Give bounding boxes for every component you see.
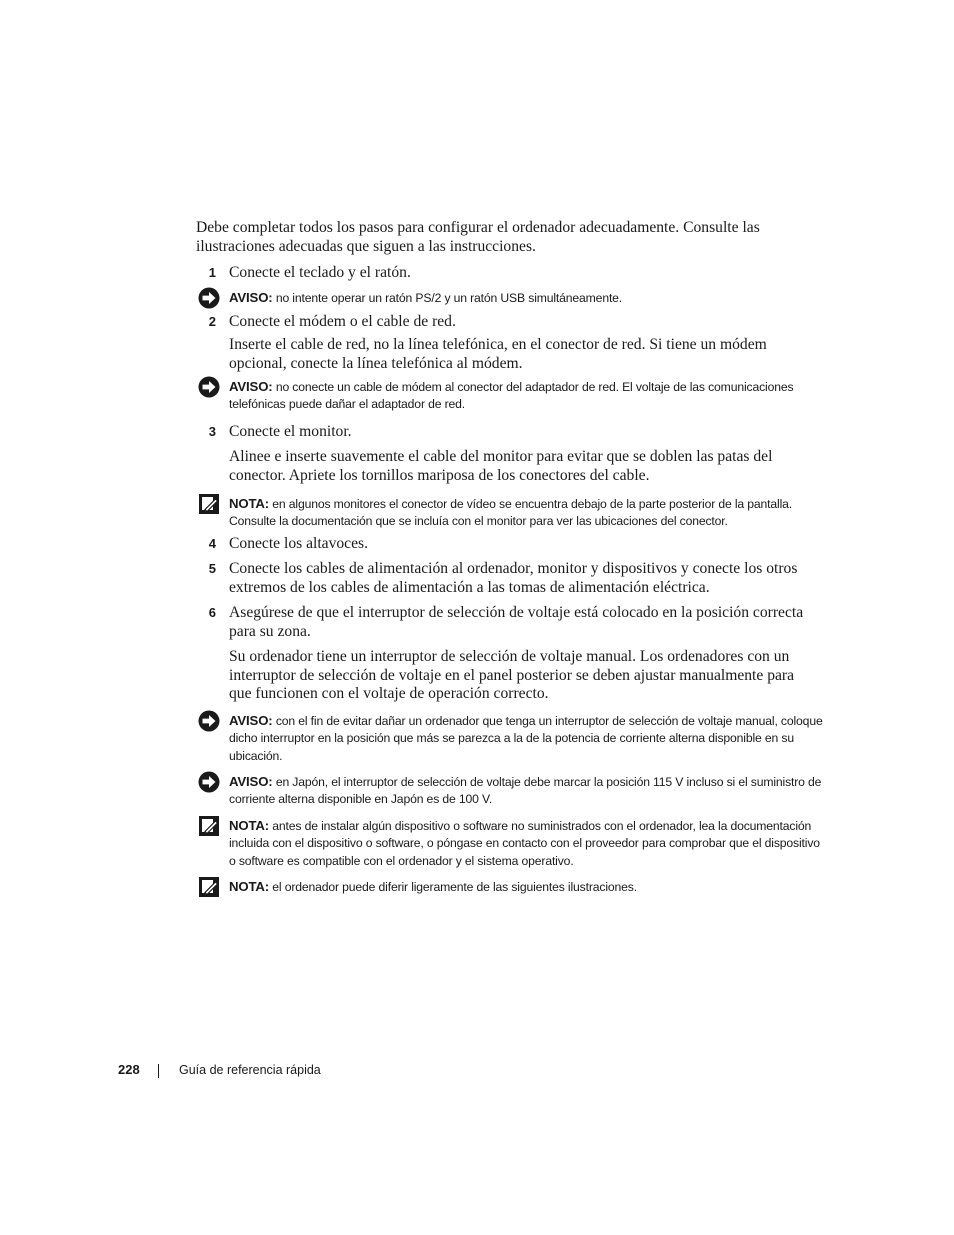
note-text — [229, 817, 829, 870]
notice-body: en Japón, el interruptor de selección de voltaje debe marcar la posición 115 V incluso si el suministro de corriente alterna disponible en Japón es de 100 V. — [229, 775, 822, 807]
step-number: 5 — [208, 561, 216, 576]
notice-arrow-icon — [198, 287, 220, 309]
step-text: Conecte los altavoces. — [229, 535, 368, 552]
note-body: el ordenador puede diferir ligeramente de las siguientes ilustraciones. — [272, 880, 637, 894]
intro-paragraph: Debe completar todos los pasos para configurar el ordenador adecuadamente. Consulte las ilustraciones adecuadas que siguen a las instrucciones. — [196, 219, 760, 255]
note-label: NOTA: — [229, 879, 270, 894]
notice-label: AVISO: — [229, 713, 273, 728]
note-text — [229, 495, 829, 531]
step-number: 1 — [208, 265, 216, 280]
notice-arrow-icon — [198, 376, 220, 398]
step-number: 3 — [208, 424, 216, 439]
notice-label: AVISO: — [229, 379, 273, 394]
notice-arrow-icon — [198, 771, 220, 793]
step-detail: Inserte el cable de red, no la línea telefónica, en el conector de red. Si tiene un módem opcional, conecte la línea telefónica al módem. — [229, 336, 767, 372]
notice-text — [229, 378, 829, 414]
step-text: Conecte los cables de alimentación al ordenador, monitor y dispositivos y conecte los otros extremos de los cables de alimentación a las tomas de alimentación eléctrica. — [229, 560, 798, 596]
notice-label: AVISO: — [229, 290, 273, 305]
note-label: NOTA: — [229, 496, 270, 511]
step-text: Asegúrese de que el interruptor de selección de voltaje está colocado en la posición correcta para su zona. — [229, 604, 804, 640]
step-number: 6 — [208, 605, 216, 620]
notice-arrow-icon — [198, 710, 220, 732]
footer-divider — [158, 1064, 159, 1078]
step-text: Conecte el monitor. — [229, 423, 352, 440]
note-pencil-icon — [198, 815, 220, 837]
step-detail: Alinee e inserte suavemente el cable del monitor para evitar que se doblen las patas del conector. Apriete los tornillos mariposa de los conectores del cable. — [229, 448, 773, 484]
notice-text — [229, 712, 829, 765]
notice-body: no intente operar un ratón PS/2 y un ratón USB simultáneamente. — [275, 291, 623, 305]
notice-body: con el fin de evitar dañar un ordenador que tenga un interruptor de selección de voltaje manual, coloque dicho interruptor en la posición que más se parezca a la de la potencia de corriente alterna disponible en su ubicación. — [229, 714, 823, 763]
note-text — [229, 878, 829, 896]
notice-label: AVISO: — [229, 774, 273, 789]
step-text: Conecte el teclado y el ratón. — [229, 264, 411, 281]
step-text: Conecte el módem o el cable de red. — [229, 313, 456, 330]
notice-text — [229, 289, 829, 307]
note-pencil-icon — [198, 493, 220, 515]
notice-text — [229, 773, 829, 809]
page-number: 228 — [118, 1062, 140, 1077]
note-body: en algunos monitores el conector de vídeo se encuentra debajo de la parte posterior de la pantalla. Consulte la documentación que se incluía con el monitor para ver las ubicaciones del conector. — [229, 497, 793, 529]
note-pencil-icon — [198, 876, 220, 898]
note-body: antes de instalar algún dispositivo o software no suministrados con el ordenador, lea la documentación incluida con el dispositivo o software, o póngase en contacto con el proveedor para comprobar que el dispositivo o software es compatible con el ordenador y el sistema operativo. — [229, 819, 820, 868]
step-detail: Su ordenador tiene un interruptor de selección de voltaje manual. Los ordenadores con un interruptor de selección de voltaje en el panel posterior se deben ajustar manualmente para que funcionen con el voltaje de operación correcto. — [229, 648, 795, 703]
step-number: 4 — [208, 536, 216, 551]
notice-body: no conecte un cable de módem al conector del adaptador de red. El voltaje de las comunicaciones telefónicas puede dañar el adaptador de red. — [229, 380, 794, 412]
step-number: 2 — [208, 314, 216, 329]
footer-title: Guía de referencia rápida — [179, 1063, 321, 1077]
note-label: NOTA: — [229, 818, 270, 833]
